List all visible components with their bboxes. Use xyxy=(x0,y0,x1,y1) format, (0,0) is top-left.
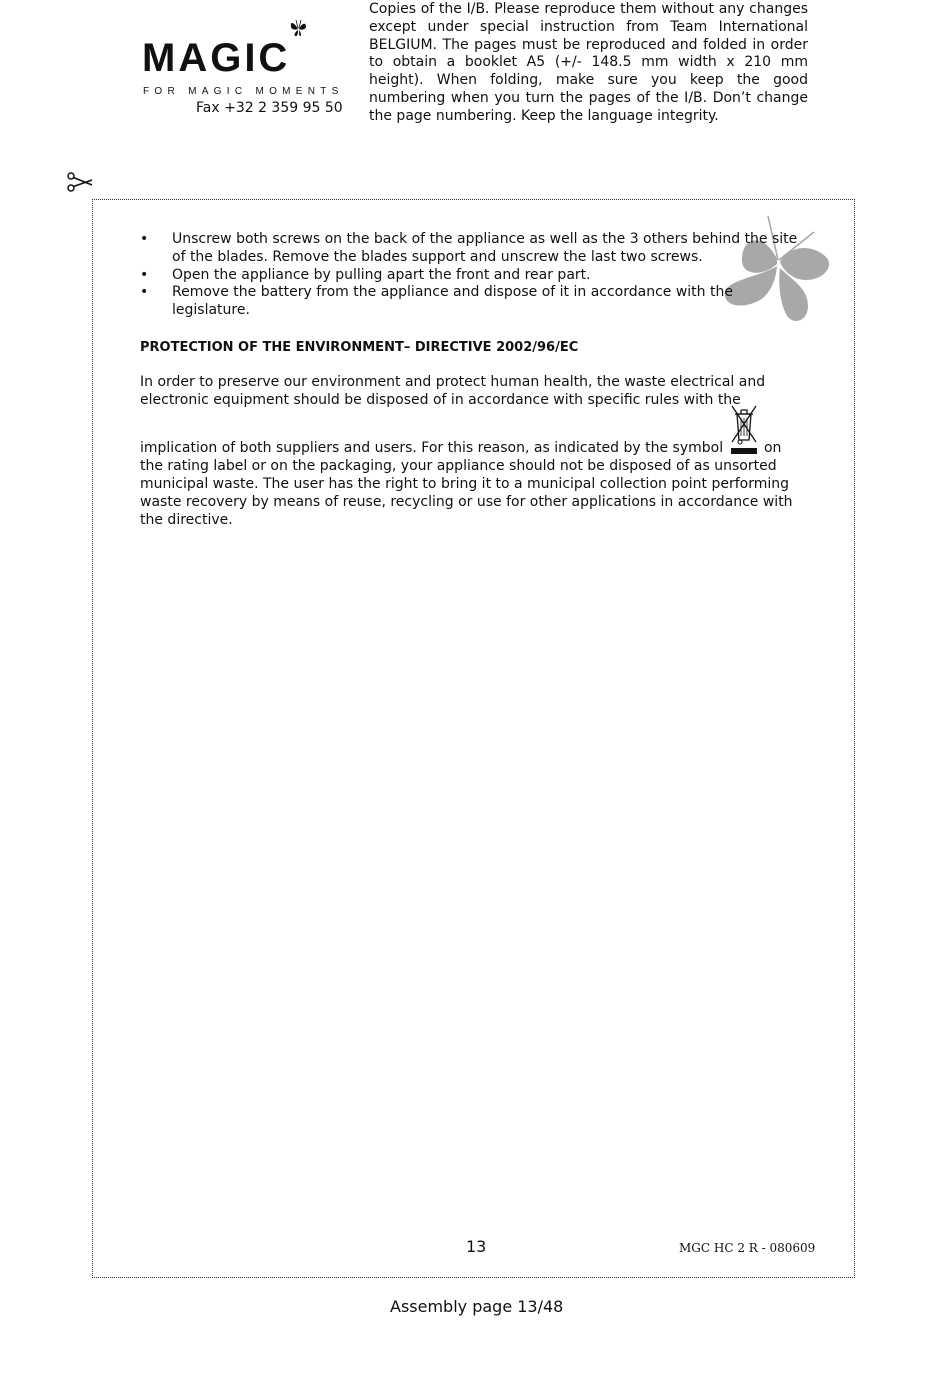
reproduction-instructions: Copies of the I/B. Please reproduce them without any changes except under special instruction from Team International BELGIUM. The pages must be reproduced and folded in order to obtain a booklet A5 (+/- 148.5 mm width x 210 mm height). When folding, make sure you keep the good numbering when you turn the pages of the I/B. Don’t change the page numbering. Keep the language integrity. xyxy=(369,1,808,124)
list-item xyxy=(140,231,800,267)
fax-number: Fax +32 2 359 95 50 xyxy=(196,100,343,116)
weee-text-after: on the rating label or on the packaging, your appliance should not be disposed of as unsorted municipal waste. The user has the right to bring it to a municipal collection point performing waste recovery by means of reuse, recycling or use for other applications in accordance with the directive. xyxy=(140,440,793,528)
scissors-icon xyxy=(66,172,94,192)
step-text: Unscrew both screws on the back of the appliance as well as the 3 others behind the site of the blades. Remove the blades support and unscrew the last two screws. xyxy=(172,231,798,265)
disposal-steps-list xyxy=(140,231,800,320)
environment-paragraph: In order to preserve our environment and protect human health, the waste electrical and electronic equipment should be disposed of in accordance with specific rules with the xyxy=(140,373,766,408)
list-item xyxy=(140,267,800,285)
logo-wordmark: MAGIC xyxy=(142,36,291,80)
logo-butterfly-icon xyxy=(288,18,310,40)
weee-text-before: implication of both suppliers and users. For this reason, as indicated by the symbol xyxy=(140,440,724,457)
disposal-section xyxy=(140,231,800,529)
crossed-out-wheelie-bin-icon xyxy=(728,440,760,452)
magic-logo xyxy=(140,18,350,97)
bullet-marker: • xyxy=(140,231,149,247)
page-number: 13 xyxy=(466,1237,487,1256)
section-heading: PROTECTION OF THE ENVIRONMENT– DIRECTIVE 2002/96/EC xyxy=(140,339,579,355)
bullet-marker: • xyxy=(140,266,149,283)
list-item xyxy=(140,284,800,320)
bullet-marker: • xyxy=(140,284,149,301)
logo-tagline: FOR MAGIC MOMENTS xyxy=(143,86,344,97)
assembly-page-label: Assembly page 13/48 xyxy=(390,1297,564,1316)
weee-paragraph xyxy=(140,440,800,529)
document-code: MGC HC 2 R - 080609 xyxy=(679,1241,816,1255)
step-text: Remove the battery from the appliance and dispose of it in accordance with the legislature. xyxy=(172,284,733,319)
step-text: Open the appliance by pulling apart the front and rear part. xyxy=(172,266,591,283)
